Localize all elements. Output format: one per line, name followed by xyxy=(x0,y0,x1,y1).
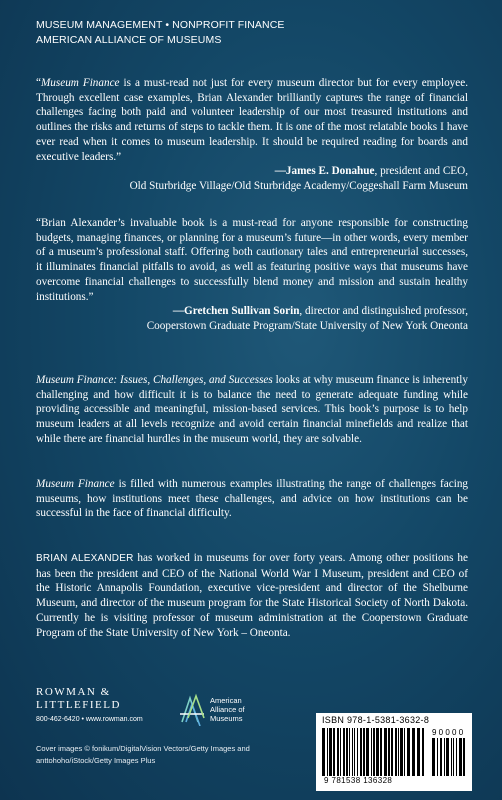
barcode-bar xyxy=(322,728,325,776)
barcode-bar xyxy=(395,728,397,776)
author-name: BRIAN ALEXANDER xyxy=(36,553,134,564)
endorser-role: , director and distinguished professor, xyxy=(299,305,468,318)
barcode-bar xyxy=(456,738,457,776)
barcode-bar xyxy=(357,728,358,776)
publisher-contact: 800-462-6420 • www.rowman.com xyxy=(36,716,143,723)
rowman-littlefield-logo xyxy=(36,686,143,723)
barcode-bar xyxy=(459,738,462,776)
cover-image-credits: Cover images © fonikum/DigitalVision Vectors/Getty Images and anttohoho/iStock/Getty Images Plus xyxy=(36,744,250,765)
endorser-role: , president and CEO, xyxy=(374,165,468,178)
barcode-bar xyxy=(343,728,345,776)
logo-line-2: LITTLEFIELD xyxy=(36,699,121,711)
barcode-bar xyxy=(360,728,362,776)
barcode-bar xyxy=(407,728,410,776)
barcode-bar xyxy=(373,728,375,776)
barcode-bar xyxy=(451,738,452,776)
barcode-bar xyxy=(412,728,415,776)
author-bio xyxy=(36,551,468,640)
barcode-bar xyxy=(400,728,403,776)
barcode-bar xyxy=(388,728,390,776)
barcode-bar xyxy=(329,728,332,776)
barcode-bar xyxy=(349,728,350,776)
barcode-bar xyxy=(346,728,348,776)
barcode-bar xyxy=(371,728,372,776)
aam-wordmark: American Alliance of Museums xyxy=(210,696,245,723)
endorsement-sorin xyxy=(36,216,468,334)
barcode-bar xyxy=(398,728,399,776)
publisher-line: AMERICAN ALLIANCE OF MUSEUMS xyxy=(36,34,222,46)
barcode-bar xyxy=(417,728,420,776)
barcode-bar xyxy=(366,728,369,776)
barcode-bar xyxy=(404,728,405,776)
barcode-bar xyxy=(446,738,449,776)
barcode-bar xyxy=(453,738,454,776)
price-code: 9 0 0 0 0 xyxy=(432,728,464,737)
quote-body: is a must-read not just for every museum director but for every employee. Through excellent case examples, Brian Alexander brilliantly captures the range of financial challenges facing both paid and volunteer leadership of our most treasured institutions and outlines the risks and returns of steps to tackle them. It is one of the most relatable books I have ever read when it comes to museum leadership. It should be required reading for boards and executive leaders.” xyxy=(36,77,468,163)
barcode-number: 9 781538 136328 xyxy=(324,776,393,785)
description-body: is filled with numerous examples illustrating the range of challenges facing museums, how institutions meet these challenges, and advice on how institutions can be successful in the face of financial difficulty. xyxy=(36,478,469,520)
full-book-title: Museum Finance: Issues, Challenges, and Successes xyxy=(36,374,273,386)
barcode-bar xyxy=(337,728,339,776)
aam-logo xyxy=(178,692,288,732)
description-paragraph-1 xyxy=(36,373,468,447)
barcode-bar xyxy=(444,738,445,776)
quote-open: “ xyxy=(36,77,41,89)
bio-body: has worked in museums for over forty years. Among other positions he has been the president and CEO of the National World War I Museum, president and CEO of the Historic Annapolis Foundation, executive vice-president and director of the Shelburne Museum, and director of the museum program for the State Historical Society of North Dakota. Currently he is visiting professor of museum administration at the Cooperstown Graduate Program of the State University of New York – Oneonta. xyxy=(36,552,468,639)
isbn-label: ISBN 978-1-5381-3632-8 xyxy=(322,715,430,725)
barcode xyxy=(316,713,472,791)
barcode-bar xyxy=(352,728,353,776)
attribution xyxy=(36,164,468,179)
description-paragraph-2 xyxy=(36,477,468,521)
description-body: looks at why museum finance is inherently challenging and how difficult it is to balance the need to generate adequate funding while providing accessible and meaningful, mission-based services. This book’s purpose is to help museum leaders at all levels recognize and avoid certain financial minefields and realize that while there are financial hurdles in the museum world, they are solvable. xyxy=(36,374,468,445)
price-barcode-bars xyxy=(432,738,466,776)
barcode-bars xyxy=(322,728,428,776)
barcode-bar xyxy=(432,738,435,776)
endorsement-donahue xyxy=(36,76,468,194)
book-title-ref: Museum Finance xyxy=(40,77,120,89)
barcode-bar xyxy=(391,728,393,776)
logo-line-1: ROWMAN & xyxy=(36,686,111,698)
barcode-bar xyxy=(327,728,328,776)
barcode-bar xyxy=(376,728,379,776)
barcode-bar xyxy=(380,728,382,776)
quote-body: “Brian Alexander’s invaluable book is a must-read for anyone responsible for constructing budgets, managing finances, or planning for a museum’s future—in other words, every member of a museum’s professional staff. Offering both cautionary tales and entrepreneurial successes, it illuminates financial pitfalls to avoid, as well as featuring positive ways that museums have overcome financial challenges to successfully blend money and mission and sustain healthy institutions.” xyxy=(36,217,468,303)
barcode-bar xyxy=(422,728,424,776)
barcode-bar xyxy=(333,728,335,776)
barcode-bar xyxy=(363,728,365,776)
endorser-org: Cooperstown Graduate Program/State University of New York Oneonta xyxy=(146,319,468,332)
barcode-bar xyxy=(354,728,355,776)
endorser-org: Old Sturbridge Village/Old Sturbridge Academy/Coggeshall Farm Museum xyxy=(129,179,468,192)
barcode-bar xyxy=(340,728,341,776)
endorser-name: —James E. Donahue xyxy=(274,165,375,178)
book-title-ref: Museum Finance xyxy=(36,478,115,490)
category-line: MUSEUM MANAGEMENT • NONPROFIT FINANCE xyxy=(36,19,285,31)
barcode-bar xyxy=(437,738,438,776)
barcode-bar xyxy=(463,738,465,776)
attribution xyxy=(36,304,468,319)
aam-mark-icon xyxy=(178,692,206,726)
barcode-bar xyxy=(384,728,387,776)
endorser-name: —Gretchen Sullivan Sorin xyxy=(172,305,300,318)
header xyxy=(36,18,476,48)
barcode-bar xyxy=(440,738,442,776)
